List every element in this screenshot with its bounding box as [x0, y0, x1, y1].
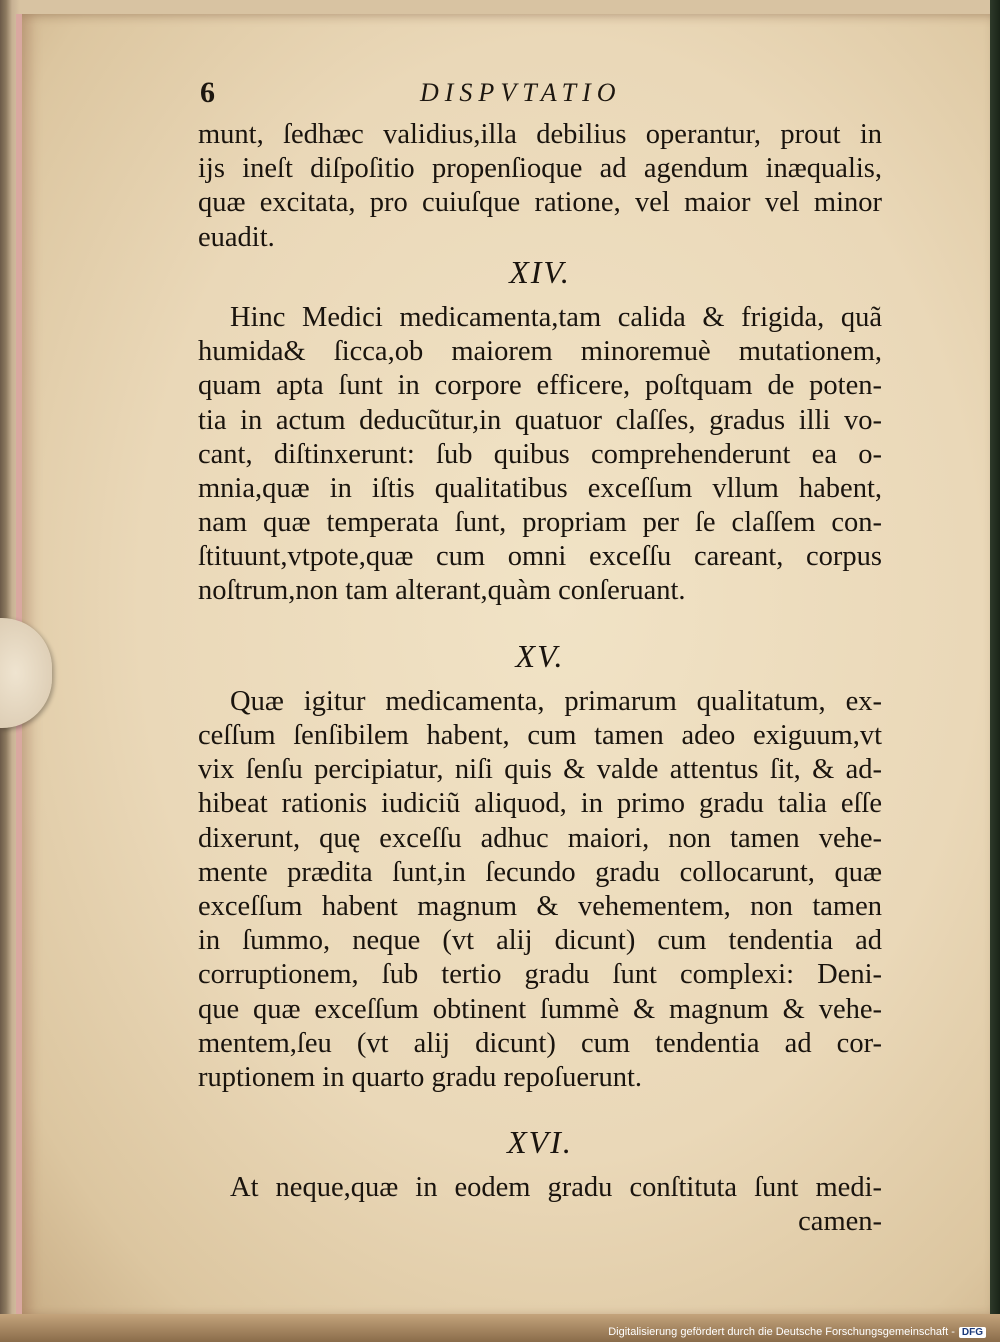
- text-line: vix ſenſu percipiatur, niſi quis & valde attentus ſit, & ad-: [198, 754, 882, 786]
- text-line: mnia,quæ in iſtis qualitatibus exceſſum vllum habent,: [198, 472, 882, 504]
- text-line: dixerunt, quę exceſſu adhuc maiori, non tamen vehe-: [198, 822, 882, 854]
- text-line: mente prædita ſunt,in ſecundo gradu collocarunt, quæ: [198, 856, 882, 888]
- section-heading-xiv: XIV.: [509, 253, 571, 290]
- text-line: in ſummo, neque (vt alij dicunt) cum tendentia ad: [198, 925, 882, 957]
- text-line: ruptionem in quarto gradu repoſuerunt.: [198, 1061, 643, 1093]
- section-heading-xvi: XVI.: [507, 1124, 573, 1161]
- dfg-logo-icon: DFG: [959, 1327, 986, 1338]
- text-line: noſtrum,non tam alterant,quàm conſeruant.: [198, 575, 686, 607]
- catchword: camen-: [798, 1206, 882, 1238]
- text-line: ceſſum ſenſibilem habent, cum tamen adeo exiguum,vt: [198, 720, 882, 751]
- text-line: quam apta ſunt in corpore efficere, poſtquam de poten-: [198, 370, 882, 402]
- text-line: ijs ineſt diſpoſitio propenſioque ad agendum inæqualis,: [198, 153, 882, 185]
- text-line: tia in actum deducũtur,in quatuor claſſes, gradus illi vo-: [198, 404, 882, 436]
- text-line: munt, ſedhæc validius,illa debilius operantur, prout in: [198, 119, 882, 150]
- book-cover-edge: [990, 0, 1000, 1342]
- text-line: cant, diſtinxerunt: ſub quibus comprehenderunt ea o-: [198, 438, 882, 470]
- running-title: DISPVTATIO: [420, 78, 622, 107]
- text-line: At neque,quæ in eodem gradu conſtituta ſunt medi-: [230, 1172, 882, 1204]
- text-line: Hinc Medici medicamenta,tam calida & frigida, quã: [230, 301, 882, 333]
- section-heading-xv: XV.: [515, 637, 565, 674]
- page-number: 6: [200, 76, 215, 109]
- text-line: nam quæ temperata ſunt, propriam per ſe claſſem con-: [198, 507, 882, 539]
- text-line: mentem,ſeu (vt alij dicunt) cum tendentia ad cor-: [198, 1027, 882, 1059]
- text-line: Quæ igitur medicamenta, primarum qualitatum, ex-: [230, 685, 882, 717]
- text-line: humida& ſicca,ob maiorem minoremuè mutationem,: [198, 336, 882, 368]
- text-line: hibeat rationis iudiciũ aliquod, in primo gradu talia eſſe: [198, 788, 882, 820]
- text-line: corruptionem, ſub tertio gradu ſunt complexi: Deni-: [198, 959, 882, 991]
- digitization-credit: [608, 1326, 986, 1338]
- text-line: ſtituunt,vtpote,quæ cum omni exceſſu careant, corpus: [198, 541, 882, 573]
- text-line: exceſſum habent magnum & vehementem, non tamen: [198, 890, 882, 922]
- main-text: [198, 118, 882, 1240]
- text-line: euadit.: [198, 221, 275, 253]
- text-line: que quæ exceſſum obtinent ſummè & magnum & vehe-: [198, 993, 882, 1025]
- credit-text: Digitalisierung gefördert durch die Deutsche Forschungsgemeinschaft -: [608, 1326, 955, 1338]
- text-line: quæ excitata, pro cuiuſque ratione, vel maior vel minor: [198, 187, 882, 219]
- page-header: [200, 76, 880, 116]
